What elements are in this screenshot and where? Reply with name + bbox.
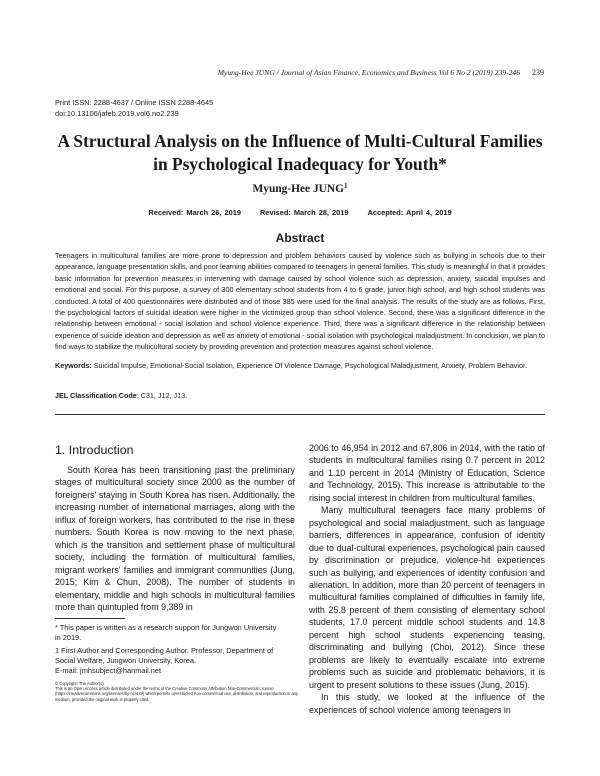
author-text: Myung-Hee JUNG bbox=[252, 183, 344, 195]
issn-line: Print ISSN: 2288-4637 / Online ISSN 2288-4645 bbox=[55, 98, 214, 107]
paragraph: South Korea has been transitioning past the preliminary stages of multicultural society since 2000 as the number of foreigners' staying in South Korea has risen. Additionally, the increasing number of international marriages, along with the influx of foreign workers, has contributed to the rise in these numbers. South Korea is now moving to the next phase, which is the transition and settlement phase of multicultural society, including the formation of multicultural families, migrant workers' families and immigrant communities (Jung, 2015; Kim & Chun, 2008). The number of students in elementary, middle and high schools in multicultural families more than quintupled from 9,389 in bbox=[55, 465, 295, 612]
issn-block bbox=[55, 98, 213, 119]
received-date: Received: March 26, 2019 bbox=[148, 208, 241, 217]
footnote-text: * This paper is written as a research support for Jungwon University bbox=[55, 623, 277, 632]
jel-label: JEL Classification Code bbox=[55, 391, 137, 400]
footnote-text: in 2019. bbox=[55, 633, 82, 643]
author-name bbox=[0, 183, 600, 195]
revised-date: Revised: March 28, 2019 bbox=[260, 208, 349, 217]
jel-codes bbox=[55, 390, 545, 401]
accepted-date: Accepted: April 4, 2019 bbox=[367, 208, 452, 217]
left-column bbox=[55, 464, 295, 613]
divider bbox=[55, 414, 545, 415]
copyright-notice bbox=[55, 681, 300, 702]
keywords-label: Keywords: bbox=[55, 361, 92, 370]
footnote-2 bbox=[55, 646, 300, 677]
section-heading: 1. Introduction bbox=[55, 443, 134, 457]
title-line-1: A Structural Analysis on the Influence of Multi-Cultural Families bbox=[57, 131, 543, 151]
paragraph: 2006 to 46,954 in 2012 and 67,806 in 2014, with the ratio of students in multicultural families rising 0.7 percent in 2012 and 1.10 percent in 2014 (Ministry of Education, Science and Technology, 2015). This increase is attributable to the rising social interest in children from multicultural families. bbox=[309, 443, 545, 503]
doi-line: doi:10.13106/jafeb.2019.vol6.no2.239 bbox=[55, 108, 179, 118]
license-text: This is an Open Access article distributed under the terms of the Creative Commons Attribution Non-Commercial License (https://creativecommons.org/licenses/by-nc/4.0/) which permits unrestricted non-commercial use, distribution, and reproduction in any medium, provided the original work is properly cited. bbox=[55, 686, 299, 702]
footnotes bbox=[55, 623, 300, 678]
paragraph: In this study, we looked at the influence of the experiences of school violence among teenagers in bbox=[309, 692, 545, 715]
footnote-text: Social Welfare, Jungwon University, Korea. bbox=[55, 655, 197, 665]
paper-title bbox=[40, 130, 560, 176]
footnote-divider bbox=[55, 618, 125, 619]
page-number: 239 bbox=[532, 68, 544, 77]
footnote-1 bbox=[55, 623, 300, 644]
right-column bbox=[309, 442, 545, 716]
abstract-heading: Abstract bbox=[275, 231, 325, 245]
keywords-text: Suicidal Impulse, Emotional-Social Isolation, Experience Of Violence Damage, Psychological Maladjustment, Anxiety, Problem Behavior. bbox=[91, 361, 527, 370]
dates-line bbox=[55, 208, 545, 217]
author-superscript: 1 bbox=[343, 182, 348, 190]
abstract-text: Teenagers in multicultural families are more prone to depression and problem behaviors caused by violence such as bullying in schools due to their appearance, language presentation skills, and poor learning abilities compared to teenagers in general families. This study is meaningful in that it provides basic information for prevention measures in intervening with damage caused by school violence such as depression, anxiety, suicidal impulses and emotional and social. For this purpose, a survey of 300 elementary school students from 4 to 6 grade, junior high school, and high school students was conducted. A total of 400 questionnaires were distributed and of those 385 were used for the final analysis. The results of the study are as follows. First, the psychological factors of suicidal ideation were higher in the victimized group than school violence. Second, there was a significant difference in the relationship between emotional - social isolation and school violence experience. Third, there was a significant difference in the relationship between experience of suicide ideation and depression as well as anxiety of emotional - social isolation with psychological maladjustment. In conclusion, we plan to find ways to stabilize the multicultural society by providing prevention and protection measures against school violence. bbox=[55, 251, 545, 352]
keywords bbox=[55, 360, 545, 371]
running-header: Myung-Hee JUNG / Journal of Asian Finance, Economics and Business Vol 6 No 2 (2019) 239-246 bbox=[217, 68, 520, 77]
footnote-email: E-mail: jmhsubject@hanmail.net bbox=[55, 666, 162, 676]
jel-text: : C31, J12, J13. bbox=[136, 391, 188, 400]
title-line-2: in Psychological Inadequacy for Youth* bbox=[153, 154, 447, 174]
paragraph: Many multicultural teenagers face many problems of psychological and social maladjustment, such as language barriers, differences in appearance, confusion of identity due to dual-cultural experiences, psychological pain caused by discrimination or prejudice, violence-hit experiences such as bullying, and experiences of identity confusion and alienation. In addition, more than 20 percent of teenagers in multicultural families complained of difficulties in family life, with 25.8 percent of them consisting of elementary school students, 17.0 percent middle school students and 14.8 percent high school students experiencing teasing, discriminating and bullying (Choi, 2012). Since these problems are likely to eventually escalate into extreme problems such as suicide and problematic behaviors, it is urgent to present solutions to these issues (Jung, 2015). bbox=[309, 505, 545, 690]
footnote-text: 1 First Author and Corresponding Author. Professor, Department of bbox=[55, 645, 274, 655]
copyright-line: © Copyright: The Author(s) bbox=[55, 681, 104, 686]
